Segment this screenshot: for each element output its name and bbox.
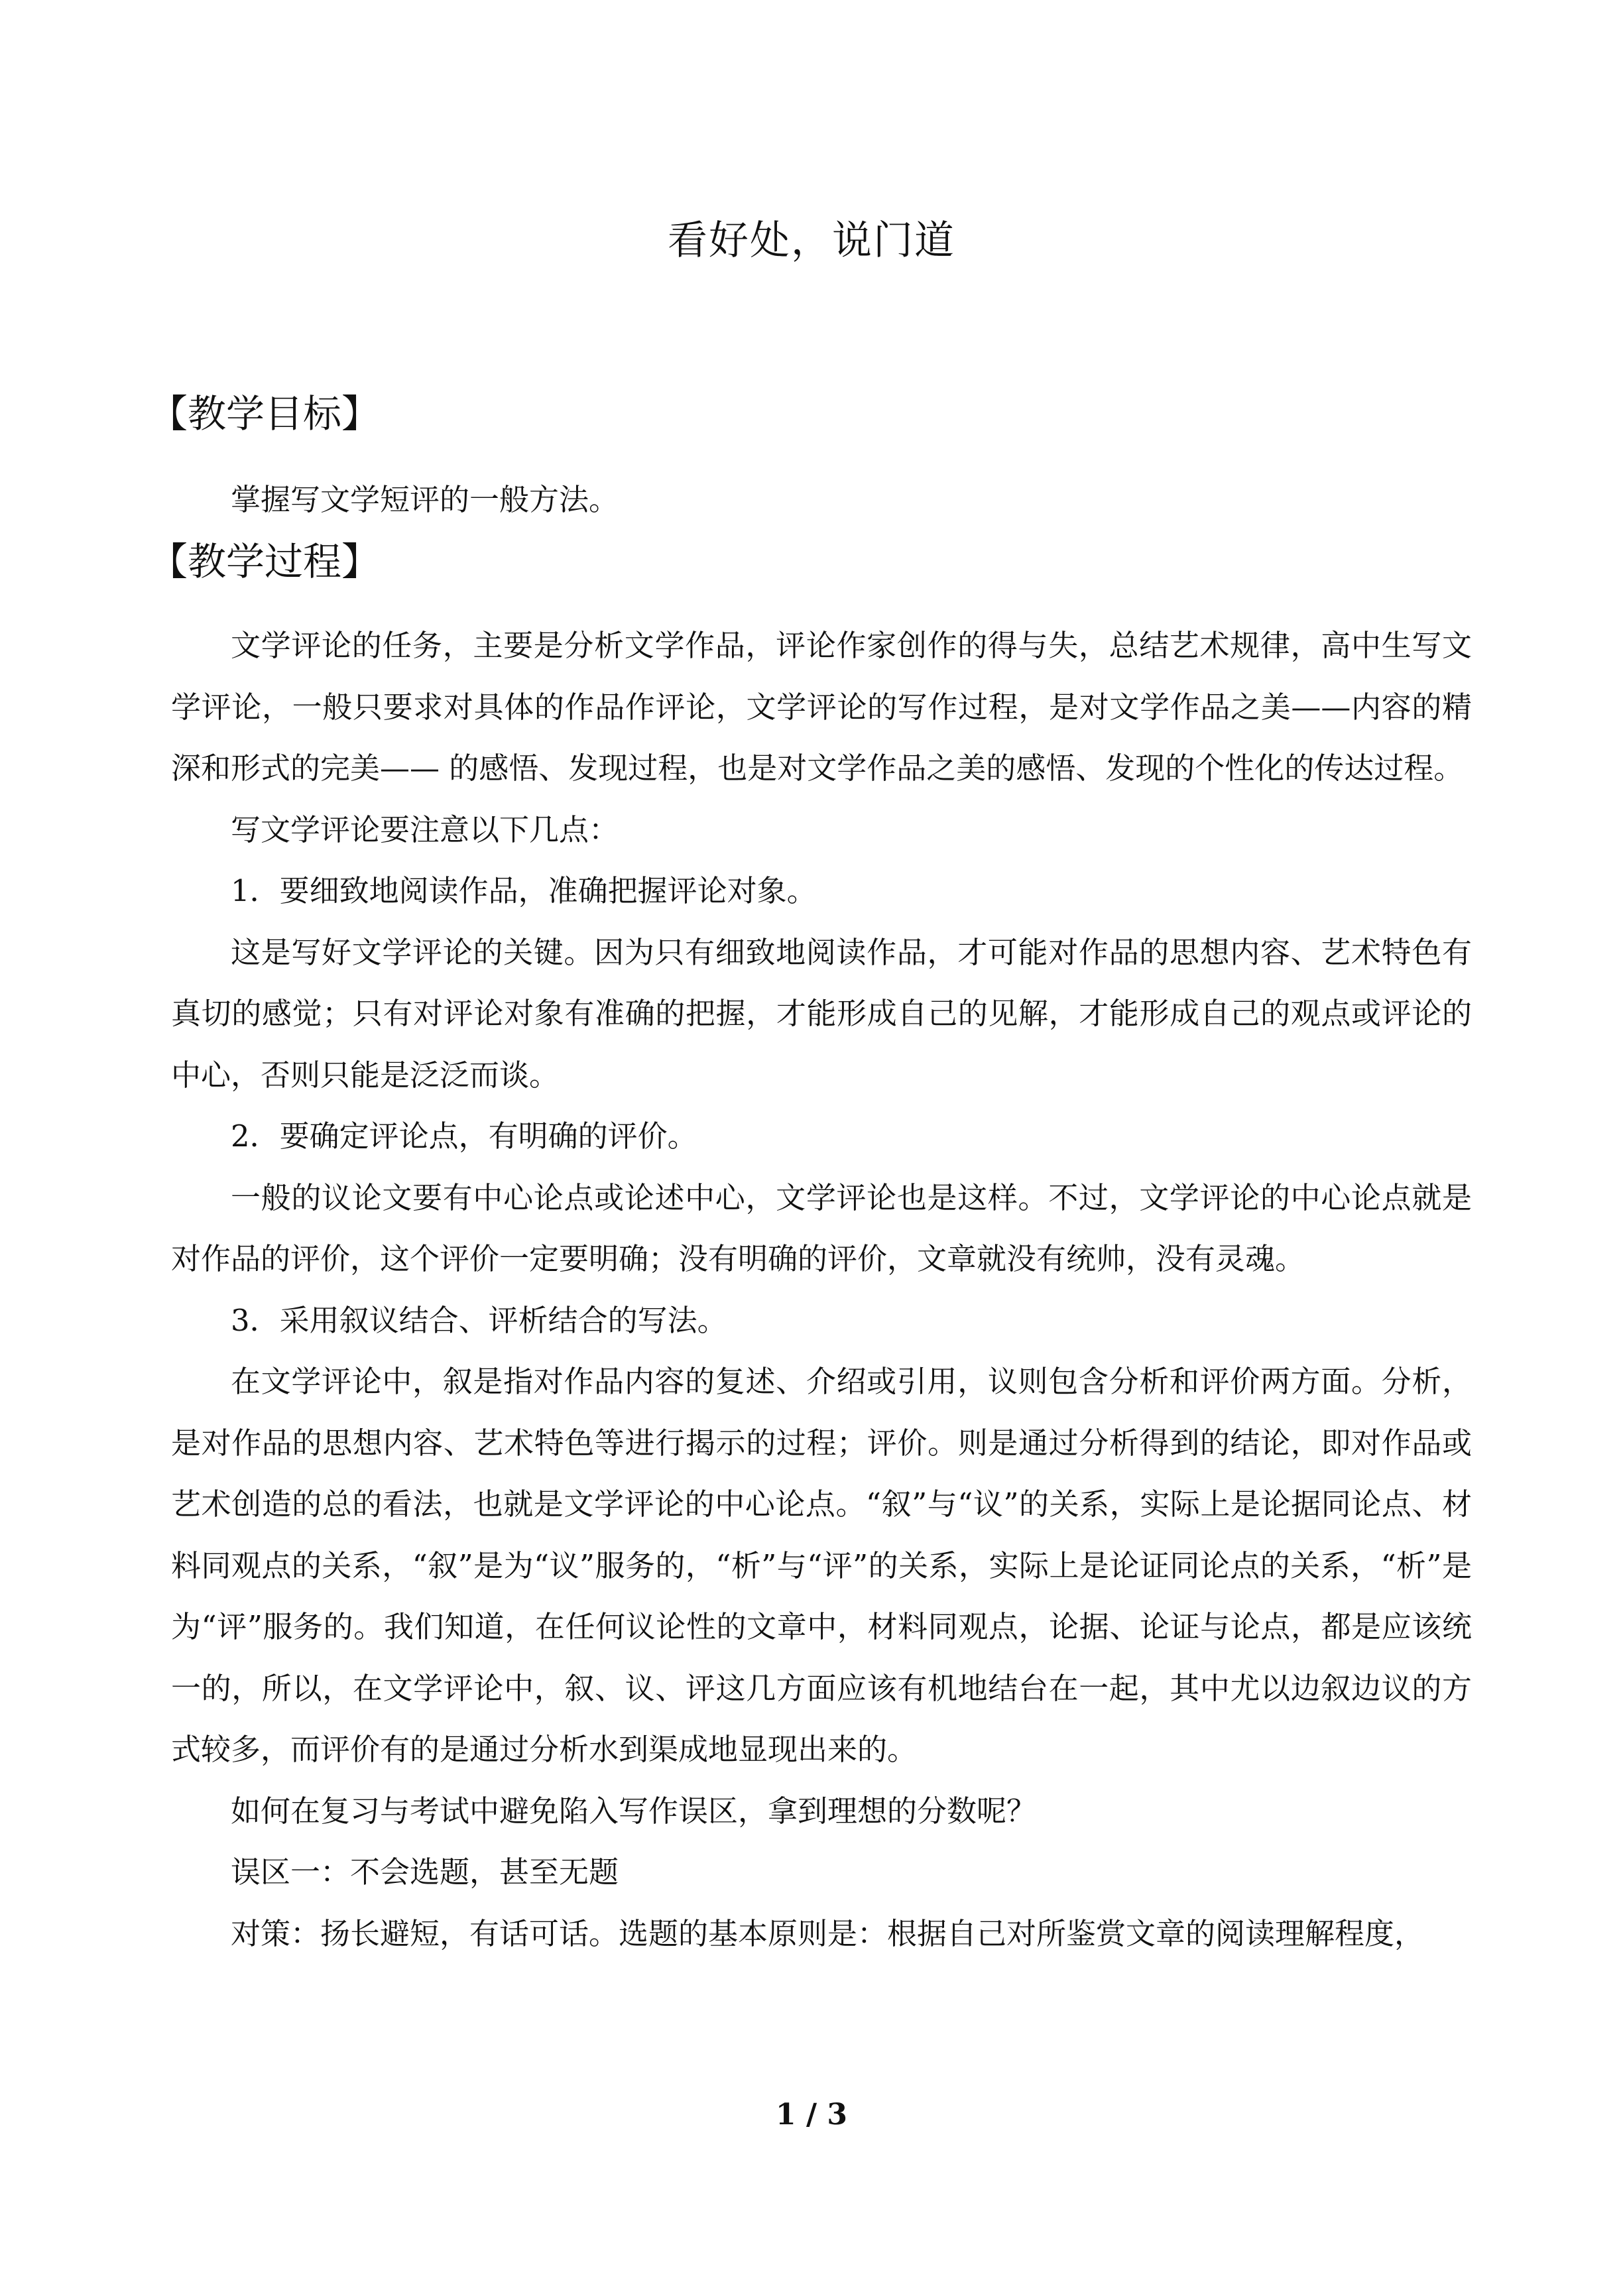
paragraph-point-2-detail: 一般的议论文要有中心论点或论述中心，文学评论也是这样。不过，文学评论的中心论点就是对作品的评价，这个评价一定要明确；没有明确的评价，文章就没有统帅，没有灵魂。: [171, 1179, 1472, 1276]
objectives-heading: 【教学目标】: [149, 391, 381, 436]
document-title: 看好处，说门道: [668, 217, 955, 264]
paragraph-points-intro: 写文学评论要注意以下几点：: [231, 812, 619, 847]
paragraph-mistake-1: 误区一：不会选题，甚至无题: [231, 1854, 619, 1890]
paragraph-intro: 文学评论的任务，主要是分析文学作品，评论作家创作的得与失，总结艺术规律，高中生写文学评论，一般只要求对具体的作品作评论，文学评论的写作过程，是对文学作品之美——内容的精深和形式的完美—— 的感悟、发现过程，也是对文学作品之美的感悟、发现的个性化的传达过程。: [171, 628, 1472, 786]
paragraph-point-1-detail: 这是写好文学评论的关键。因为只有细致地阅读作品，才可能对作品的思想内容、艺术特色有真切的感觉；只有对评论对象有准确的把握，才能形成自己的见解，才能形成自己的观点或评论的中心，否则只能是泛泛而谈。: [171, 934, 1472, 1093]
paragraph-point-2: 2．要确定评论点，有明确的评价。: [231, 1118, 697, 1154]
page-indicator: 1 / 3: [776, 2098, 847, 2132]
process-heading: 【教学过程】: [149, 539, 381, 584]
paragraph-point-3-detail: 在文学评论中，叙是指对作品内容的复述、介绍或引用，议则包含分析和评价两方面。分析，是对作品的思想内容、艺术特色等进行揭示的过程；评价。则是通过分析得到的结论，即对作品或艺术创造的总的看法，也就是文学评论的中心论点。“叙”与“议”的关系，实际上是论据同论点、材料同观点的关系，“叙”是为“议”服务的，“析”与“评”的关系，实际上是论证同论点的关系，“析”是为“评”服务的。我们知道，在任何议论性的文章中，材料同观点，论据、论证与论点，都是应该统一的，所以，在文学评论中，叙、议、评这几方面应该有机地结台在一起，其中尤以边叙边议的方式较多，而评价有的是通过分析水到渠成地显现出来的。: [171, 1364, 1472, 1767]
paragraph-point-1: 1．要细致地阅读作品，准确把握评论对象。: [231, 873, 817, 908]
paragraph-point-3: 3．采用叙议结合、评析结合的写法。: [231, 1302, 727, 1338]
body-text: [171, 615, 1472, 1964]
paragraph-question: 如何在复习与考试中避免陷入写作误区，拿到理想的分数呢？: [231, 1793, 1037, 1829]
paragraph-strategy: 对策：扬长避短，有话可话。选题的基本原则是：根据自己对所鉴赏文章的阅读理解程度，: [231, 1915, 1425, 1951]
objectives-text: 掌握写文学短评的一般方法。: [231, 482, 619, 517]
